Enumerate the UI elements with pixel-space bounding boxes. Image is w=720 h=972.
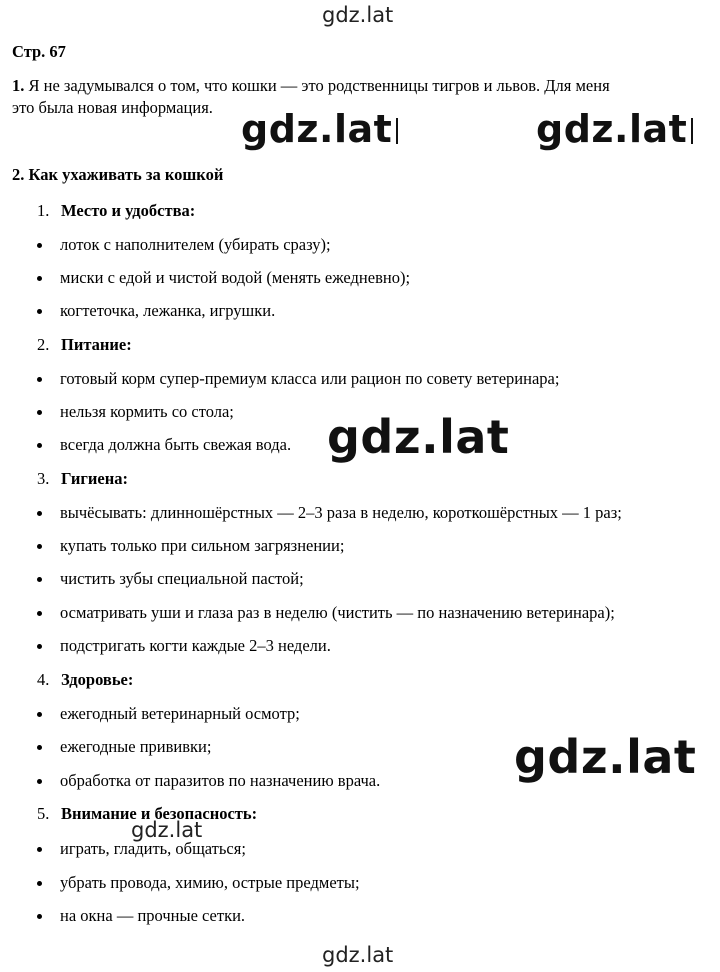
watermark: gdz.lat xyxy=(241,110,398,148)
bullet-icon xyxy=(37,712,42,717)
section-title: 1. Место и удобства: xyxy=(37,201,196,220)
answer-1-line-1: 1. Я не задумывался о том, что кошки — это родственницы тигров и львов. Для меня xyxy=(12,76,610,95)
watermark: gdz.lat xyxy=(536,110,693,148)
bullet-icon xyxy=(37,644,42,649)
page-reference: Стр. 67 xyxy=(12,42,66,61)
watermark: gdz.lat xyxy=(131,818,203,842)
bullet-icon xyxy=(37,443,42,448)
answer-1-line-2: это была новая информация. xyxy=(12,98,213,117)
section-title: 3. Гигиена: xyxy=(37,469,128,488)
bullet-icon xyxy=(37,410,42,415)
bullet-icon xyxy=(37,914,42,919)
bullet-icon xyxy=(37,243,42,248)
bullet-icon xyxy=(37,745,42,750)
section-title: 5. Внимание и безопасность: xyxy=(37,804,258,823)
section-title: 4. Здоровье: xyxy=(37,670,134,689)
bullet-icon xyxy=(37,881,42,886)
watermark: gdz.lat xyxy=(327,410,510,464)
bullet-icon xyxy=(37,779,42,784)
watermark: gdz.lat xyxy=(514,730,697,784)
watermark: gdz.lat xyxy=(322,3,394,27)
answer-2-heading: 2. Как ухаживать за кошкой xyxy=(12,165,224,184)
bullet-icon xyxy=(37,611,42,616)
bullet-icon xyxy=(37,511,42,516)
bullet-icon xyxy=(37,577,42,582)
bullet-icon xyxy=(37,544,42,549)
bullet-icon xyxy=(37,309,42,314)
watermark: gdz.lat xyxy=(322,943,394,967)
bullet-icon xyxy=(37,276,42,281)
section-title: 2. Питание: xyxy=(37,335,132,354)
bullet-icon xyxy=(37,847,42,852)
bullet-icon xyxy=(37,377,42,382)
